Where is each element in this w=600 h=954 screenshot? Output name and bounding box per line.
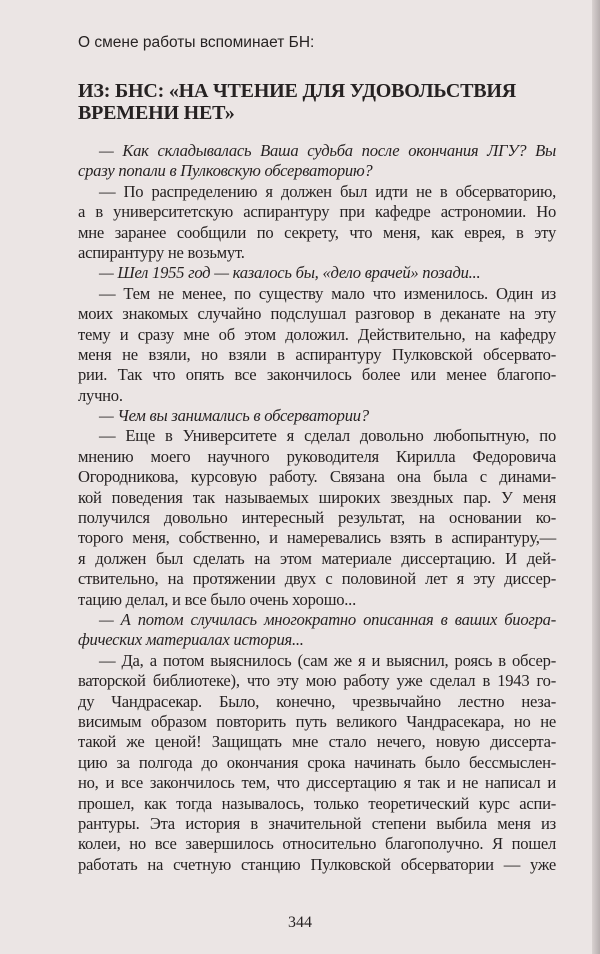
answer-line: а в университетскую аспирантуру при кафедре астрономии. Но <box>78 202 556 222</box>
answer-line: — Еще в Университете я сделал довольно любопытную, по <box>99 426 556 446</box>
page-number: 344 <box>288 914 312 931</box>
answer-line: колеи, но все завершилось относительно благополучно. Я пошел <box>78 834 556 854</box>
answer-line: ваторской библиотеке), что эту мою работу уже сделал в 1943 го- <box>78 671 556 691</box>
answer-line: мнению моего научного руководителя Кирилла Федоровича <box>78 446 556 466</box>
heading-line: ИЗ: БНС: «НА ЧТЕНИЕ ДЛЯ УДОВОЛЬСТВИЯ <box>78 80 516 102</box>
answer-line: — Тем не менее, по существу мало что изменилось. Один из <box>99 283 556 303</box>
answer-line: аспирантуру не возьмут. <box>78 242 245 262</box>
answer-line: моих знакомых случайно подслушал разговор в деканате на эту <box>78 304 556 324</box>
question-line: фических материалах история... <box>78 630 304 650</box>
answer-line: рантуры. Эта история в значительной степени выбила меня из <box>78 813 556 833</box>
answer-line: Огородникова, курсовую работу. Связана она была с динами- <box>78 467 556 487</box>
answer-line: лучно. <box>78 385 123 405</box>
answer-line: прошел, как тогда называлось, только теоретический курс аспи- <box>78 793 556 813</box>
intro-text: О смене работы вспоминает БН: <box>78 34 315 51</box>
answer-line: висимым образом повторить путь великого Чандрасекара, но не <box>78 711 556 731</box>
answer-line: — По распределению я должен был идти не в обсерваторию, <box>99 181 556 201</box>
answer-line: получился довольно интересный результат, на основании ко- <box>78 508 556 528</box>
answer-line: кой поведения так называемых широких звездных пар. У меня <box>78 487 556 507</box>
question-line: — Шел 1955 год — казалось бы, «дело врачей» позади... <box>99 263 481 283</box>
answer-line: рии. Так что опять все закончилось более или менее благопо- <box>78 365 556 385</box>
heading-line: ВРЕМЕНИ НЕТ» <box>78 102 235 124</box>
answer-line: торого меня, собственно, и намеревались взять в аспирантуру,— <box>78 528 556 548</box>
answer-line: ствительно, на протяжении двух с половиной лет я эту диссер- <box>78 569 556 589</box>
answer-line: тему и сразу мне об этом доложил. Действительно, на кафедру <box>78 324 556 344</box>
answer-line: я должен был сделать на этом материале диссертацию. И дей- <box>78 548 556 568</box>
answer-line: ду Чандрасекар. Было, конечно, чрезвычайно лестно неза- <box>78 691 556 711</box>
answer-line: мне заранее сообщили по секрету, что меня, как еврея, в эту <box>78 222 556 242</box>
question-line: сразу попали в Пулковскую обсерваторию? <box>78 161 373 181</box>
answer-line: такой же ценой! Защищать мне стало нечего, новую диссерта- <box>78 732 556 752</box>
question-line: — Как складывалась Ваша судьба после окончания ЛГУ? Вы <box>99 141 556 160</box>
page-edge-shadow <box>592 0 600 954</box>
question-line: — А потом случилась многократно описанная в ваших биогра- <box>99 609 556 629</box>
answer-line: цию за полгода до окончания срока начинать было бессмыслен- <box>78 752 556 772</box>
answer-line: но, и все закончилось тем, что диссертацию я так и не написал и <box>78 773 556 793</box>
answer-line: работать на счетную станцию Пулковской обсерватории — уже <box>78 854 556 874</box>
answer-line: тацию делал, и все было очень хорошо... <box>78 589 356 609</box>
body-text <box>78 141 556 875</box>
question-line: — Чем вы занимались в обсерватории? <box>99 406 369 426</box>
answer-line: — Да, а потом выяснилось (сам же я и выяснил, роясь в обсер- <box>99 650 556 670</box>
answer-line: меня не взяли, но взяли в аспирантуру Пулковской обсервато- <box>78 344 556 364</box>
section-heading <box>78 80 558 124</box>
